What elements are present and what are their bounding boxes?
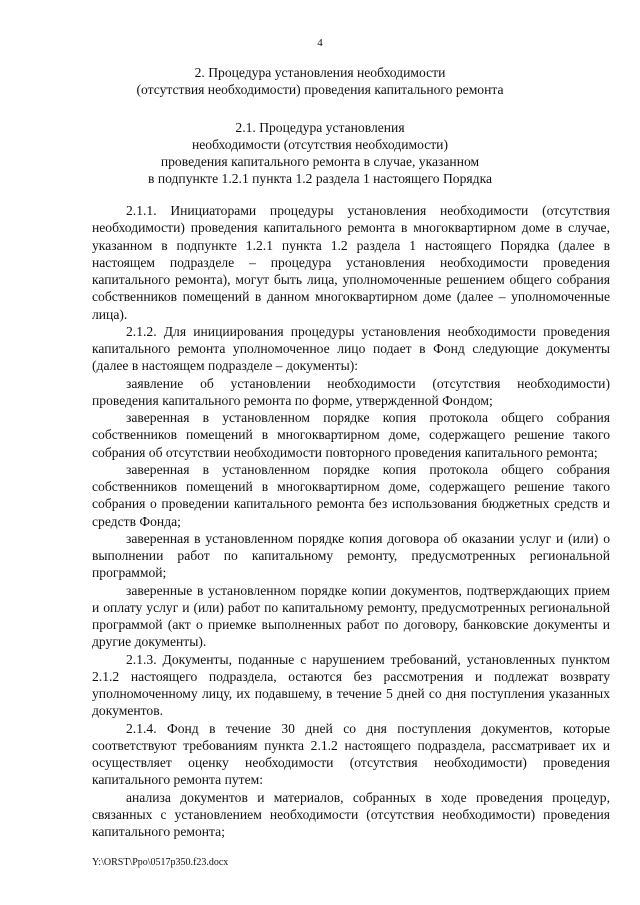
document-list-item: заверенная в установленном порядке копия протокола общего собрания собственников помещений в многоквартирном доме, содержащего решение такого собрания об отсутствии необходимости повторного проведения капитального ремонта; (92, 410, 610, 460)
subsection-heading-line: 2.1. Процедура установления (235, 120, 405, 135)
file-path-footer: Y:\ORST\Ppo\0517p350.f23.docx (92, 857, 229, 868)
section-heading-line: 2. Процедура установления необходимости (194, 65, 446, 80)
page-number: 4 (317, 37, 323, 49)
subsection-heading-line: необходимости (отсутствия необходимости) (192, 137, 448, 152)
subsection-heading (60, 119, 580, 187)
document-list-item: заверенная в установленном порядке копия договора об оказании услуг и (или) о выполнении работ по капитальному ремонту, предусмотренных региональной программой; (92, 530, 610, 581)
subsection-heading-line: в подпункте 1.2.1 пункта 1.2 раздела 1 настоящего Порядка (148, 171, 492, 186)
paragraph-2-1-1: 2.1.1. Инициаторами процедуры установления необходимости (отсутствия необходимости) проведения капитального ремонта в многоквартирном доме в случае, указанном в подпункте 1.2.1 пункта 1.2 раздела 1 настоящего Порядка (далее в настоящем подразделе – процедура установления необходимости проведения капитального ремонта), могут быть лица, уполномоченные решением общего собрания собственников помещений в данном многоквартирном доме (далее – уполномоченные лица). (92, 203, 610, 322)
paragraph-2-1-4: 2.1.4. Фонд в течение 30 дней со дня поступления документов, которые соответствуют требованиям пункта 2.1.2 настоящего подраздела, рассматривает их и осуществляет оценку необходимости (отсутствия необходимости) проведения капитального ремонта путем: (92, 720, 610, 788)
paragraph-2-1-3: 2.1.3. Документы, поданные с нарушением требований, установленных пунктом 2.1.2 настоящего подраздела, остаются без рассмотрения и подлежат возврату уполномоченному лицу, их подавшему, в течение 5 дней со дня поступления указанных документов. (92, 651, 610, 719)
document-list-item: заявление об установлении необходимости (отсутствия необходимости) проведения капитального ремонта по форме, утвержденной Фондом; (92, 375, 610, 408)
assessment-list-item: анализа документов и материалов, собранных в ходе проведения процедур, связанных с установлением необходимости (отсутствия необходимости) проведения капитального ремонта; (92, 789, 610, 839)
section-heading-line: (отсутствия необходимости) проведения капитального ремонта (136, 82, 504, 97)
paragraph-2-1-2: 2.1.2. Для инициирования процедуры установления необходимости проведения капитального ремонта уполномоченное лицо подает в Фонд следующие документы (далее в настоящем подразделе – документы): (92, 323, 610, 374)
document-list-item: заверенная в установленном порядке копия протокола общего собрания собственников помещений в многоквартирном доме, содержащего решение такого собрания о проведении капитального ремонта без использования бюджетных средств и средств Фонда; (92, 461, 610, 529)
subsection-heading-line: проведения капитального ремонта в случае, указанном (160, 154, 480, 169)
body-text (92, 202, 610, 840)
section-heading (60, 64, 580, 98)
document-list-item: заверенные в установленном порядке копии документов, подтверждающих прием и оплату услуг и (или) работ по капитальному ремонту, предусмотренных региональной программой (акт о приемке выполненных работ по договору, банковские документы и другие документы). (92, 582, 610, 650)
